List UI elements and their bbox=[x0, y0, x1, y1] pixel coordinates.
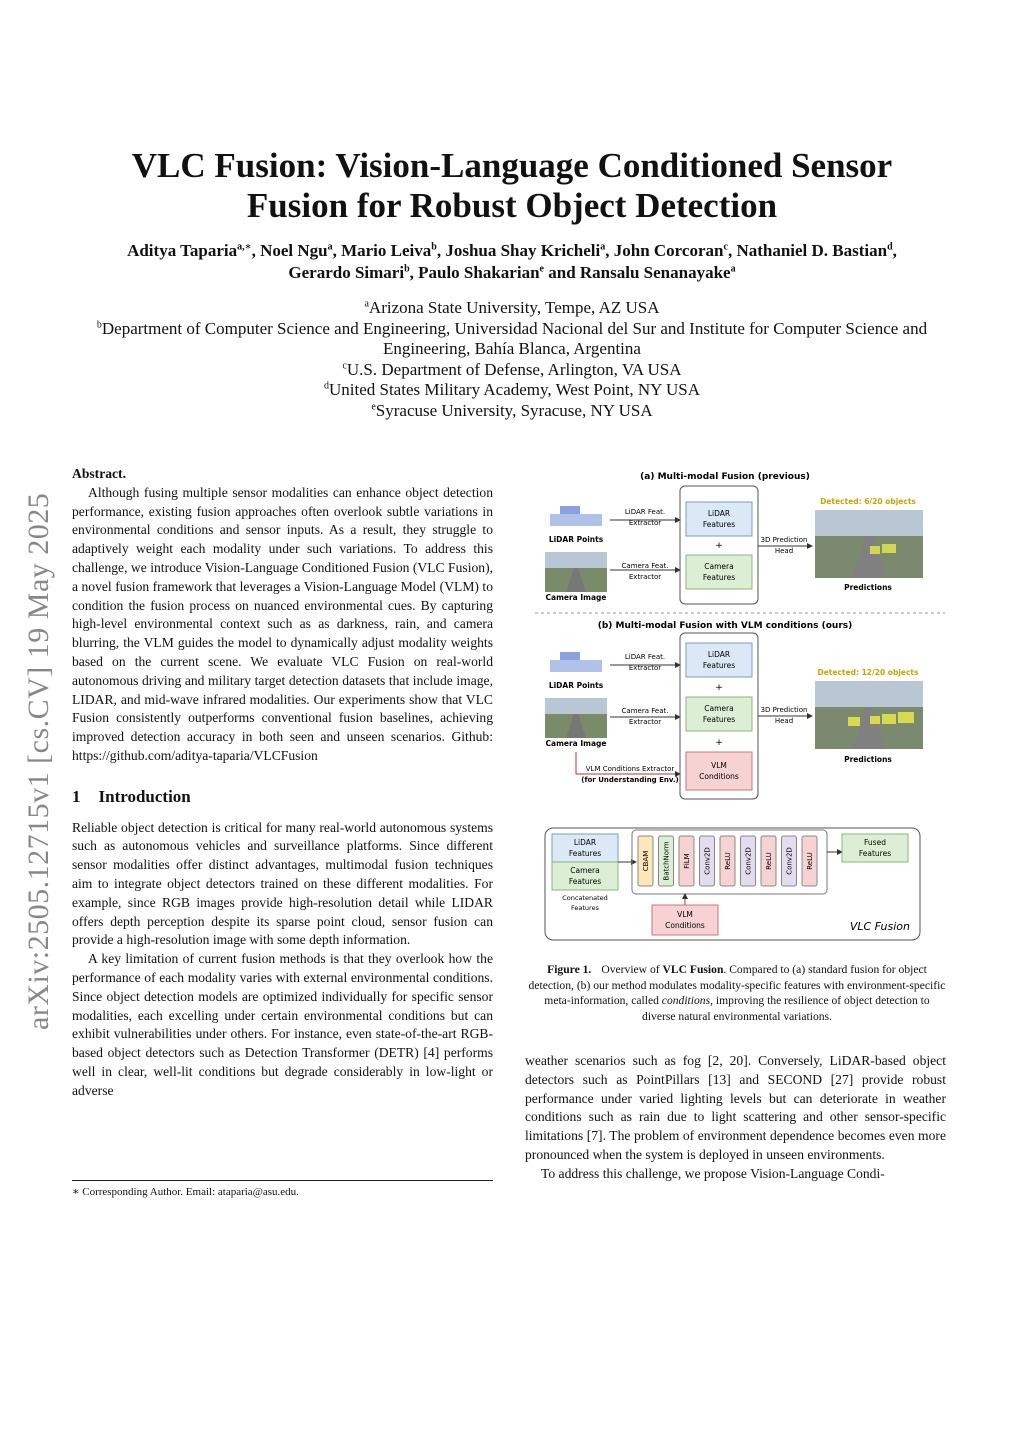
author-name: Paulo Shakarian bbox=[418, 263, 540, 282]
prediction-image-b bbox=[815, 681, 923, 749]
layer-label: ReLU bbox=[724, 852, 732, 870]
camera-image-a bbox=[545, 552, 607, 592]
camera-features-box bbox=[686, 555, 752, 589]
layer-label: BatchNorm bbox=[662, 841, 671, 881]
svg-text:Conditions: Conditions bbox=[699, 772, 739, 781]
svg-text:Head: Head bbox=[774, 717, 794, 725]
svg-text:Features: Features bbox=[702, 573, 736, 582]
svg-text:Extractor: Extractor bbox=[628, 573, 662, 581]
svg-text:LiDAR: LiDAR bbox=[573, 838, 597, 847]
camera-image-label: Camera Image bbox=[545, 593, 607, 602]
layer-label: FiLM bbox=[683, 853, 691, 869]
layer-label: Conv2D bbox=[785, 847, 794, 875]
svg-text:Features: Features bbox=[568, 877, 602, 886]
lidar-points-image-a bbox=[545, 502, 607, 532]
svg-text:Camera Image: Camera Image bbox=[545, 739, 607, 748]
right-column bbox=[525, 1052, 946, 1184]
layer-label: Conv2D bbox=[703, 847, 712, 875]
svg-text:LiDAR Feat.: LiDAR Feat. bbox=[624, 653, 666, 661]
affiliation: $^e$Syracuse University, Syracuse, NY USA bbox=[371, 400, 653, 420]
svg-text:Features: Features bbox=[702, 715, 736, 724]
svg-text:Extractor: Extractor bbox=[628, 718, 662, 726]
lidar-points-image-b bbox=[545, 648, 607, 678]
svg-text:Concatenated: Concatenated bbox=[562, 894, 608, 902]
lidar-features-box bbox=[686, 502, 752, 536]
paper-title bbox=[0, 146, 1024, 226]
svg-text:LiDAR Points: LiDAR Points bbox=[548, 681, 604, 690]
svg-text:Conditions: Conditions bbox=[665, 921, 705, 930]
layer-label: ReLU bbox=[765, 852, 773, 870]
layer-label: Conv2D bbox=[744, 847, 753, 875]
svg-text:LiDAR: LiDAR bbox=[707, 650, 731, 659]
affiliation: $^d$United States Military Academy, West Point, NY USA bbox=[323, 380, 701, 399]
svg-text:Features: Features bbox=[858, 849, 892, 858]
svg-text:VLM: VLM bbox=[711, 761, 727, 770]
figure-1-diagram bbox=[530, 462, 950, 942]
svg-text:Features: Features bbox=[568, 849, 602, 858]
panel-b-title: (b) Multi-modal Fusion with VLM conditions (ours) bbox=[597, 621, 853, 631]
author-name: Gerardo Simari bbox=[288, 263, 405, 282]
svg-text:Features: Features bbox=[702, 520, 736, 529]
intro-paragraph-1: Reliable object detection is critical for many real-world autonomous systems such as autonomous vehicles and surveillance platforms. Since different sensor modalities offer distinct advantages, multimodal fusion techniques aim to integrate object detectors trained on these different modalities. For example, since RGB images provide high-resolution detail while LIDAR offers depth perception despite its sparse point cloud, sensor fusion can provide a high-resolution image with some depth information. bbox=[72, 819, 493, 948]
left-column bbox=[72, 465, 493, 1101]
section-heading: 1 Introduction bbox=[72, 786, 191, 806]
svg-text:3D Prediction: 3D Prediction bbox=[760, 536, 808, 544]
footnote-rule bbox=[72, 1180, 493, 1181]
svg-text:LiDAR Feat.: LiDAR Feat. bbox=[624, 508, 666, 516]
svg-text:VLM: VLM bbox=[677, 910, 693, 919]
author-name: Aditya Taparia bbox=[127, 241, 238, 260]
footnote: ∗ Corresponding Author. Email: ataparia@asu.edu. bbox=[72, 1186, 299, 1198]
author-name: Ransalu Senanayake bbox=[579, 263, 731, 282]
vlm-conditions-box bbox=[686, 752, 752, 790]
layer-label: CBAM bbox=[642, 850, 650, 872]
svg-text:(for Understanding Env.): (for Understanding Env.) bbox=[581, 776, 679, 784]
author-name: Mario Leiva bbox=[341, 241, 432, 260]
affiliation: $^b$Department of Computer Science and Engineering, Universidad Nacional del Sur and Institute for Computer Science and Engineering, Bahía Blanca, Argentina bbox=[96, 318, 928, 358]
svg-text:Predictions: Predictions bbox=[844, 583, 892, 592]
author-name: Noel Ngu bbox=[260, 241, 328, 260]
arxiv-identifier: arXiv:2505.12715v1 [cs.CV] 19 May 2025 bbox=[22, 492, 55, 1030]
svg-text:VLM Conditions Extractor: VLM Conditions Extractor bbox=[585, 765, 675, 773]
layer-label: ReLU bbox=[806, 852, 814, 870]
svg-text:Camera Feat.: Camera Feat. bbox=[621, 707, 669, 715]
svg-text:Camera Feat.: Camera Feat. bbox=[621, 562, 669, 570]
camera-image-b bbox=[545, 698, 607, 738]
layer-sequence bbox=[638, 836, 817, 886]
svg-text:Head: Head bbox=[774, 547, 794, 555]
svg-text:Extractor: Extractor bbox=[628, 664, 662, 672]
affiliation: $^a$Arizona State University, Tempe, AZ USA bbox=[364, 298, 660, 317]
svg-text:Features: Features bbox=[702, 661, 736, 670]
svg-text:+: + bbox=[715, 683, 723, 693]
svg-text:Fused: Fused bbox=[864, 838, 886, 847]
intro-paragraph-2: A key limitation of current fusion methods is that they overlook how the performance of each modality varies with external environmental conditions. Since object detection models are optimized individually for specific sensor modalities, each excelling under certain environmental conditions but can exhibit vulnerabilities under others. For instance, even state-of-the-art RGB-based object detectors such as Detection Transformer (DETR) [4] performs well in clear, well-lit conditions but degrade considerably in low-light or adverse bbox=[72, 951, 493, 1098]
right-paragraph-2: To address this challenge, we propose Vision-Language Condi- bbox=[541, 1165, 885, 1181]
svg-text:+: + bbox=[715, 738, 723, 748]
right-paragraph-1: weather scenarios such as fog [2, 20]. Conversely, LiDAR-based object detectors such as PointPillars [13] and SECOND [27] provide robust performance under varied lighting levels but can deteriorate in weather conditions such as rain due to light scattering and other sensor-specific limitations [7]. The problem of environment dependence becomes even more pronounced when the system is deployed in unseen environments. bbox=[525, 1053, 946, 1162]
svg-text:Predictions: Predictions bbox=[844, 755, 892, 764]
panel-a-title: (a) Multi-modal Fusion (previous) bbox=[640, 472, 810, 482]
svg-text:Camera: Camera bbox=[704, 704, 734, 713]
author-list: Aditya Taparia$^{a,∗}$, Noel Ngu$^a$, Mario Leiva$^b$, Joshua Shay Kricheli$^a$, John Corcoran$^c$, Nathaniel D. Bastian$^d$, Gerardo Simari$^b$, Paulo Shakarian$^e$ and Ransalu Senanayake$^a$ bbox=[127, 241, 897, 282]
author-name: Joshua Shay Kricheli bbox=[445, 241, 601, 260]
affiliations bbox=[80, 298, 944, 421]
abstract-heading: Abstract. bbox=[72, 466, 126, 481]
svg-text:3D Prediction: 3D Prediction bbox=[760, 706, 808, 714]
title-line-2: Fusion for Robust Object Detection bbox=[246, 186, 778, 225]
svg-text:Features: Features bbox=[571, 904, 599, 912]
prediction-image-a bbox=[815, 510, 923, 578]
detected-count-b: Detected: 12/20 objects bbox=[817, 668, 919, 677]
svg-text:LiDAR: LiDAR bbox=[707, 509, 731, 518]
svg-text:Camera: Camera bbox=[570, 866, 600, 875]
abstract-body: Although fusing multiple sensor modalities can enhance object detection performance, existing fusion approaches often overlook subtle variations in environmental conditions and sensor inputs. As a result, they struggle to adaptively weight each modality under such variations. To address this challenge, we introduce Vision-Language Conditioned Fusion (VLC Fusion), a novel fusion framework that leverages a Vision-Language Model (VLM) to condition the fusion process on nuanced environmental cues. By capturing high-level environmental context such as as darkness, rain, and camera blurring, the VLM guides the model to dynamically adjust modality weights based on the current scene. We evaluate VLC Fusion on real-world autonomous driving and military target detection datasets that include image, LIDAR, and mid-wave infrared modalities. Our experiments show that VLC Fusion consistently outperforms conventional fusion baselines, achieving improved detection accuracy in both seen and unseen scenarios. Github: https://github.com/aditya-taparia/VLCFusion bbox=[72, 484, 493, 763]
detected-count-a: Detected: 6/20 objects bbox=[820, 497, 916, 506]
vlc-fusion-label: VLC Fusion bbox=[849, 920, 910, 933]
svg-text:+: + bbox=[715, 541, 723, 551]
affiliation: $^c$U.S. Department of Defense, Arlington, VA USA bbox=[342, 359, 682, 379]
author-name: John Corcoran bbox=[613, 241, 724, 260]
lidar-points-label: LiDAR Points bbox=[548, 535, 604, 544]
figure-caption: Figure 1. Overview of VLC Fusion. Compared to (a) standard fusion for object detection, (b) our method modulates modality-specific features with environment-specific meta-information, called conditions, improving the resilience of object detection to diverse natural environmental variations. bbox=[528, 963, 946, 1023]
title-line-1: VLC Fusion: Vision-Language Conditioned Sensor bbox=[131, 146, 893, 185]
svg-text:Extractor: Extractor bbox=[628, 519, 662, 527]
svg-text:Camera: Camera bbox=[704, 562, 734, 571]
author-name: Nathaniel D. Bastian bbox=[736, 241, 888, 260]
